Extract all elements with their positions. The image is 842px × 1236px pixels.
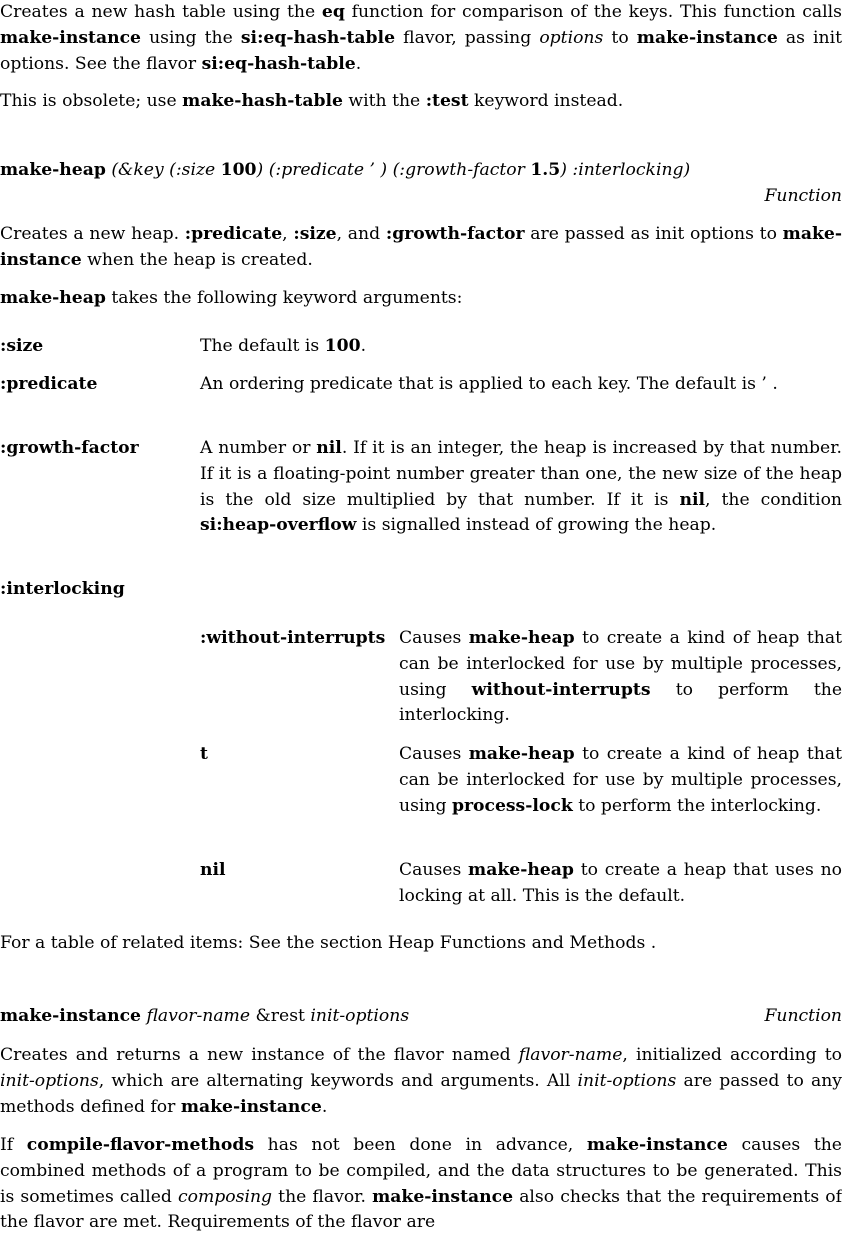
option-definition: Causes make-heap to create a heap that uses no locking at all. This is the default. (399, 860, 842, 906)
argument-definition: An ordering predicate that is applied to each key. The default is ’ . (200, 374, 778, 394)
argument-definition: A number or nil. If it is an integer, the heap is increased by that number. If it is a floating-point number greater than one, the new size of the heap is the old size multiplied by that number. If it is nil, the condition si:heap-overflow is signalled instead of growing the heap. (200, 438, 842, 536)
code-term: make-instance (0, 224, 842, 270)
make-instance-description: Creates and returns a new instance of the flavor named flavor-name, initialized according to init-options, which are alternating keywords and arguments. All init-options are passed to any methods defined for make-instance. (0, 1045, 842, 1117)
code-term: :size (293, 224, 337, 244)
argument-term: :growth-factor (0, 438, 139, 458)
make-instance-composition: If compile-flavor-methods has not been done in advance, make-instance causes the combined methods of a program to be compiled, and the data structures to be generated. This is sometimes called composing the flavor. make-instance also checks that the requirements of the flavor are met. Requirements of the flavor are (0, 1135, 842, 1233)
obsolete-note (0, 89, 842, 115)
code-term: si:eq-hash-table (201, 53, 356, 74)
code-term: make-instance (0, 27, 141, 48)
code-term: make-heap (0, 288, 106, 308)
code-term: si:eq-hash-table (240, 27, 396, 48)
signature-line: make-instance flavor-name &rest init-options Function (0, 1004, 842, 1030)
argument-term: :interlocking (0, 579, 125, 599)
code-term: :predicate (184, 224, 283, 244)
category-label: Function (764, 1006, 842, 1026)
function-name: make-instance (0, 1006, 141, 1026)
option-definition: Causes make-heap to create a kind of heap that can be interlocked for use by multiple processes, using process-lock to perform the interlocking. (399, 744, 842, 816)
option-term: nil (200, 860, 226, 880)
make-instance-signature (0, 1004, 842, 1030)
argument-term: :predicate (0, 374, 98, 394)
argument-name: options (539, 27, 604, 48)
make-heap-signature (0, 158, 842, 210)
paragraph: Creates a new heap. :predicate, :size, and :growth-factor are passed as init options to make-instance when the heap is created. (0, 224, 842, 270)
option-definition: Causes make-heap to create a kind of heap that can be interlocked for use by multiple processes, using without-interrupts to perform the interlocking. (399, 628, 842, 726)
function-name: make-heap (0, 160, 106, 180)
hash-table-description (0, 0, 842, 77)
arguments-intro: make-heap takes the following keyword arguments: (0, 288, 463, 308)
related-items: For a table of related items: See the section Heap Functions and Methods . (0, 933, 657, 953)
make-heap-description (0, 222, 842, 274)
code-term: eq (321, 2, 345, 22)
argument-term: :size (0, 336, 44, 356)
signature-line: make-heap (&key (:size 100) (:predicate ’ ) (:growth-factor 1.5) :interlocking) (0, 160, 691, 180)
paragraph: Creates a new hash table using the eq function for comparison of the keys. This function calls make-instance using the si:eq-hash-table flavor, passing options to make-instance as init options. See the flavor si:eq-hash-table. (0, 2, 842, 74)
option-term: :without-interrupts (200, 628, 386, 648)
paragraph: This is obsolete; use make-hash-table with the :test keyword instead. (0, 91, 624, 111)
argument-definition: The default is 100. (200, 336, 367, 356)
option-term: t (200, 744, 208, 764)
code-term: make-instance (636, 27, 778, 48)
code-term: make-hash-table (182, 91, 343, 111)
category-label: Function (764, 185, 842, 206)
code-term: :growth-factor (385, 224, 525, 244)
code-term: :test (425, 91, 469, 111)
